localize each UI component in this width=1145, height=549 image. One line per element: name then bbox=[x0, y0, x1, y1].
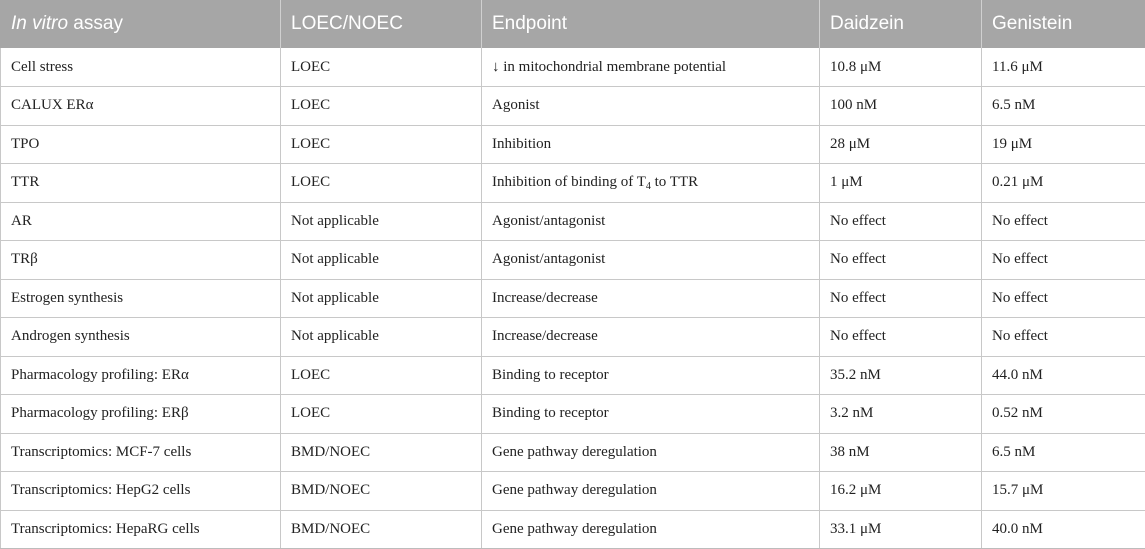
cell-daidzein: 38 nM bbox=[820, 433, 982, 472]
table-row bbox=[1, 241, 1145, 280]
cell-endpoint bbox=[482, 164, 820, 203]
cell-endpoint: Gene pathway deregulation bbox=[482, 433, 820, 472]
cell-loec: BMD/NOEC bbox=[281, 433, 482, 472]
cell-loec: LOEC bbox=[281, 87, 482, 126]
header-endpoint: Endpoint bbox=[482, 0, 820, 48]
table-row bbox=[1, 164, 1145, 203]
cell-loec: Not applicable bbox=[281, 241, 482, 280]
endpoint-text: Inhibition of binding of T bbox=[492, 174, 646, 191]
cell-assay: Transcriptomics: MCF-7 cells bbox=[1, 433, 281, 472]
cell-assay: CALUX ERα bbox=[1, 87, 281, 126]
table-row bbox=[1, 202, 1145, 241]
table-row bbox=[1, 395, 1145, 434]
cell-endpoint: Increase/decrease bbox=[482, 279, 820, 318]
cell-assay: Androgen synthesis bbox=[1, 318, 281, 357]
table-row bbox=[1, 318, 1145, 357]
cell-genistein: No effect bbox=[982, 202, 1145, 241]
table-row bbox=[1, 279, 1145, 318]
cell-genistein: 11.6 μM bbox=[982, 48, 1145, 87]
cell-loec: LOEC bbox=[281, 125, 482, 164]
header-assay-italic: In vitro bbox=[11, 13, 69, 34]
cell-daidzein: 28 μM bbox=[820, 125, 982, 164]
cell-endpoint: Agonist/antagonist bbox=[482, 241, 820, 280]
cell-daidzein: No effect bbox=[820, 318, 982, 357]
cell-assay: TPO bbox=[1, 125, 281, 164]
cell-daidzein: 3.2 nM bbox=[820, 395, 982, 434]
cell-assay: TTR bbox=[1, 164, 281, 203]
header-assay bbox=[1, 0, 281, 48]
cell-genistein: No effect bbox=[982, 318, 1145, 357]
cell-loec: LOEC bbox=[281, 356, 482, 395]
table-body bbox=[1, 48, 1145, 549]
cell-daidzein: No effect bbox=[820, 202, 982, 241]
cell-endpoint: Increase/decrease bbox=[482, 318, 820, 357]
cell-genistein: 40.0 nM bbox=[982, 510, 1145, 549]
cell-assay: Pharmacology profiling: ERα bbox=[1, 356, 281, 395]
cell-endpoint: Binding to receptor bbox=[482, 356, 820, 395]
cell-genistein: 6.5 nM bbox=[982, 433, 1145, 472]
cell-loec: Not applicable bbox=[281, 318, 482, 357]
cell-daidzein: No effect bbox=[820, 279, 982, 318]
cell-genistein: 15.7 μM bbox=[982, 472, 1145, 511]
cell-daidzein: No effect bbox=[820, 241, 982, 280]
cell-loec: Not applicable bbox=[281, 279, 482, 318]
cell-genistein: 0.21 μM bbox=[982, 164, 1145, 203]
cell-genistein: No effect bbox=[982, 279, 1145, 318]
cell-endpoint: Agonist/antagonist bbox=[482, 202, 820, 241]
cell-assay: AR bbox=[1, 202, 281, 241]
table-row bbox=[1, 356, 1145, 395]
cell-assay: TRβ bbox=[1, 241, 281, 280]
cell-daidzein: 33.1 μM bbox=[820, 510, 982, 549]
cell-endpoint: Binding to receptor bbox=[482, 395, 820, 434]
header-genistein: Genistein bbox=[982, 0, 1145, 48]
cell-loec: BMD/NOEC bbox=[281, 472, 482, 511]
endpoint-subscript: 4 bbox=[645, 181, 651, 193]
cell-loec: BMD/NOEC bbox=[281, 510, 482, 549]
cell-endpoint: Agonist bbox=[482, 87, 820, 126]
cell-genistein: No effect bbox=[982, 241, 1145, 280]
cell-daidzein: 16.2 μM bbox=[820, 472, 982, 511]
cell-assay: Pharmacology profiling: ERβ bbox=[1, 395, 281, 434]
table-row bbox=[1, 433, 1145, 472]
cell-assay: Transcriptomics: HepG2 cells bbox=[1, 472, 281, 511]
cell-assay: Transcriptomics: HepaRG cells bbox=[1, 510, 281, 549]
cell-genistein: 6.5 nM bbox=[982, 87, 1145, 126]
cell-loec: Not applicable bbox=[281, 202, 482, 241]
table-row bbox=[1, 48, 1145, 87]
cell-endpoint: ↓ in mitochondrial membrane potential bbox=[482, 48, 820, 87]
cell-loec: LOEC bbox=[281, 395, 482, 434]
cell-genistein: 19 μM bbox=[982, 125, 1145, 164]
header-daidzein: Daidzein bbox=[820, 0, 982, 48]
cell-endpoint: Gene pathway deregulation bbox=[482, 472, 820, 511]
cell-assay: Cell stress bbox=[1, 48, 281, 87]
cell-genistein: 0.52 nM bbox=[982, 395, 1145, 434]
table-row bbox=[1, 472, 1145, 511]
table-row bbox=[1, 87, 1145, 126]
cell-endpoint: Inhibition bbox=[482, 125, 820, 164]
cell-endpoint: Gene pathway deregulation bbox=[482, 510, 820, 549]
cell-daidzein: 1 μM bbox=[820, 164, 982, 203]
cell-genistein: 44.0 nM bbox=[982, 356, 1145, 395]
header-row bbox=[1, 0, 1145, 48]
header-loec-noec: LOEC/NOEC bbox=[281, 0, 482, 48]
endpoint-text-tail: to TTR bbox=[650, 174, 699, 191]
cell-loec: LOEC bbox=[281, 48, 482, 87]
table-header bbox=[1, 0, 1145, 48]
header-assay-rest: assay bbox=[68, 13, 123, 34]
cell-assay: Estrogen synthesis bbox=[1, 279, 281, 318]
table-row bbox=[1, 125, 1145, 164]
cell-loec: LOEC bbox=[281, 164, 482, 203]
cell-daidzein: 10.8 μM bbox=[820, 48, 982, 87]
table-row bbox=[1, 510, 1145, 549]
cell-daidzein: 35.2 nM bbox=[820, 356, 982, 395]
cell-daidzein: 100 nM bbox=[820, 87, 982, 126]
